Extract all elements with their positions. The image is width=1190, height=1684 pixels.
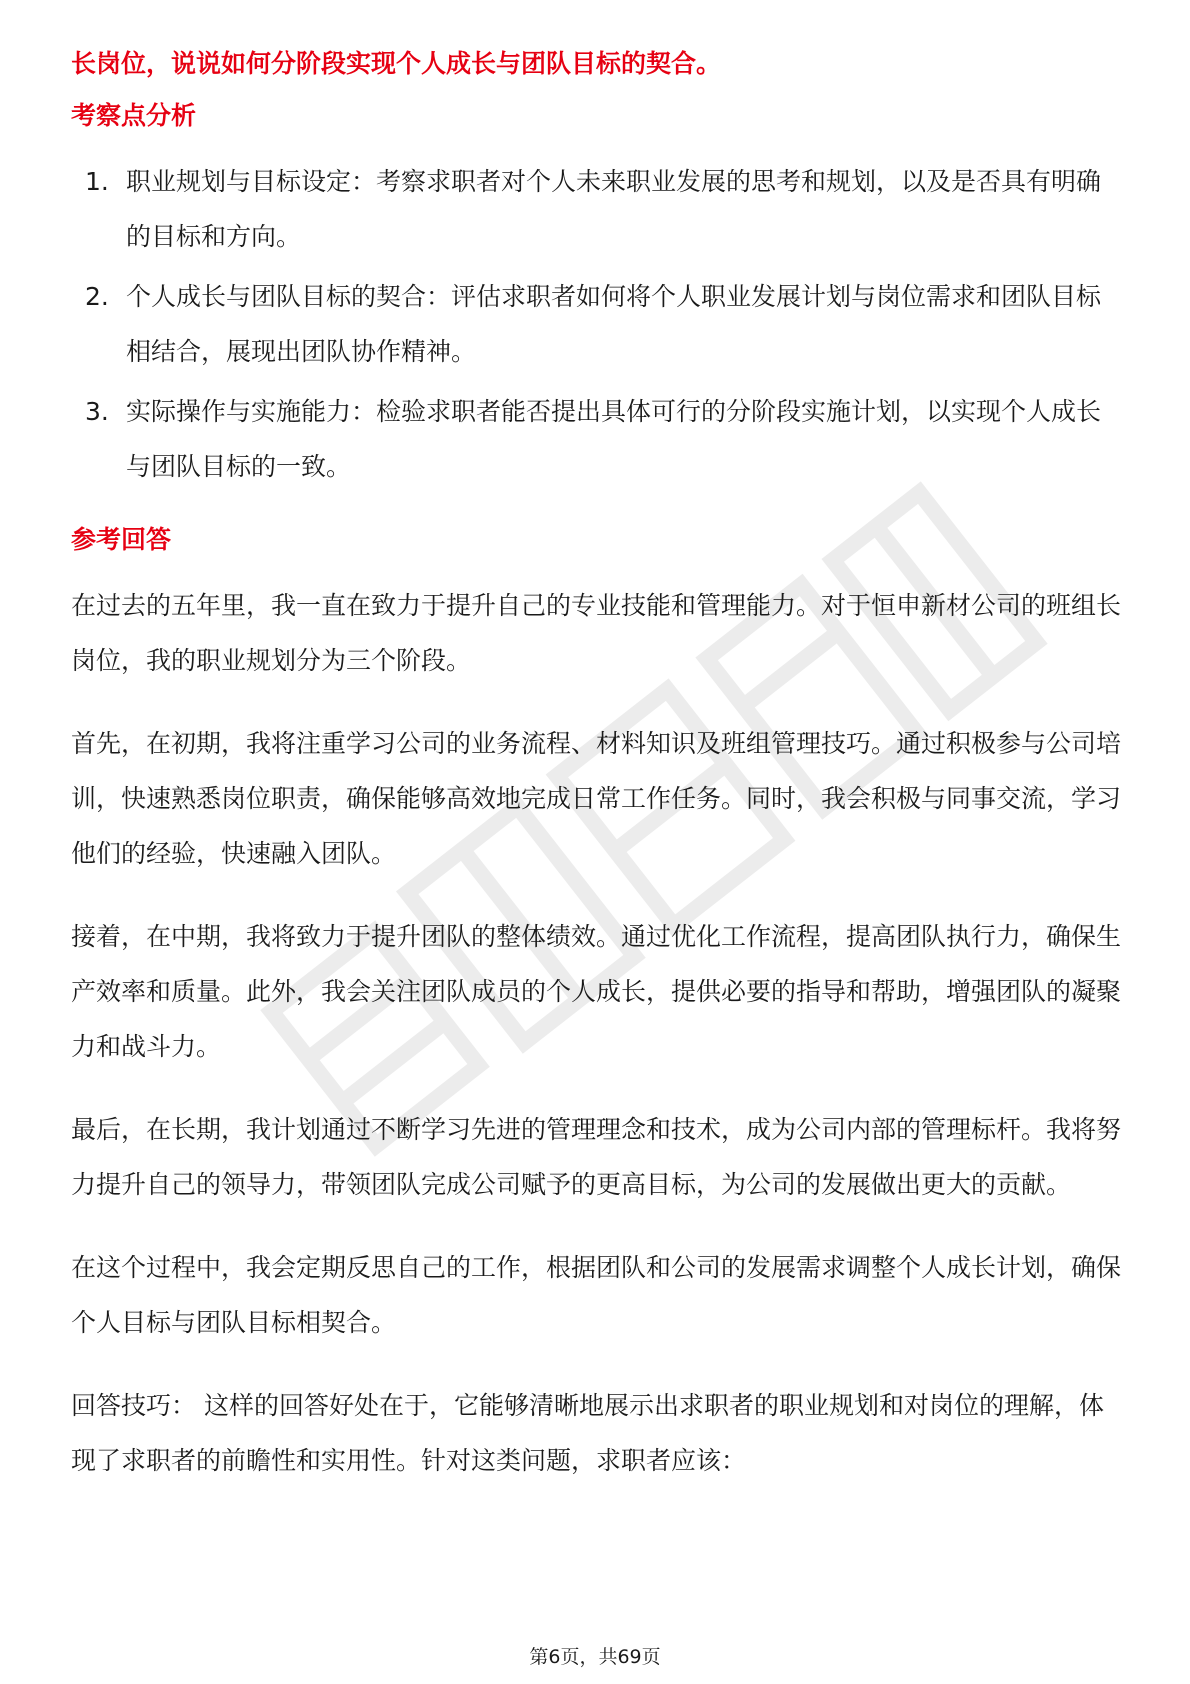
list-item [71, 269, 1121, 379]
list-item-number: 2. [85, 282, 109, 311]
list-item-text: 个人成长与团队目标的契合：评估求职者如何将个人职业发展计划与岗位需求和团队目标相结合，展现出团队协作精神。 [126, 282, 1102, 366]
analysis-list [71, 154, 1121, 494]
answer-heading: 参考回答 [71, 525, 172, 554]
answer-paragraph: 接着，在中期，我将致力于提升团队的整体绩效。通过优化工作流程，提高团队执行力，确保生产效率和质量。此外，我会关注团队成员的个人成长，提供必要的指导和帮助，增强团队的凝聚力和战斗力。 [71, 922, 1122, 1061]
tips-paragraph: 回答技巧： 这样的回答好处在于，它能够清晰地展示出求职者的职业规划和对岗位的理解，体现了求职者的前瞻性和实用性。针对这类问题，求职者应该： [71, 1391, 1104, 1475]
document-content [71, 46, 1121, 1516]
analysis-heading: 考察点分析 [71, 101, 197, 130]
page-number: 第6页，共69页 [529, 1646, 661, 1668]
answer-paragraph: 首先，在初期，我将注重学习公司的业务流程、材料知识及班组管理技巧。通过积极参与公司培训，快速熟悉岗位职责，确保能够高效地完成日常工作任务。同时，我会积极与同事交流，学习他们的经验，快速融入团队。 [71, 729, 1122, 868]
answer-paragraph: 在这个过程中，我会定期反思自己的工作，根据团队和公司的发展需求调整个人成长计划，确保个人目标与团队目标相契合。 [71, 1253, 1122, 1337]
answer-paragraph: 最后，在长期，我计划通过不断学习先进的管理理念和技术，成为公司内部的管理标杆。我将努力提升自己的领导力，带领团队完成公司赋予的更高目标，为公司的发展做出更大的贡献。 [71, 1115, 1122, 1199]
list-item-text: 实际操作与实施能力：检验求职者能否提出具体可行的分阶段实施计划，以实现个人成长与团队目标的一致。 [126, 397, 1102, 481]
list-item-number: 1. [85, 167, 109, 196]
list-item [71, 154, 1121, 264]
answer-paragraph: 在过去的五年里，我一直在致力于提升自己的专业技能和管理能力。对于恒申新材公司的班组长岗位，我的职业规划分为三个阶段。 [71, 591, 1122, 675]
list-item-text: 职业规划与目标设定：考察求职者对个人未来职业发展的思考和规划，以及是否具有明确的目标和方向。 [126, 167, 1102, 251]
list-item-number: 3. [85, 397, 109, 426]
question-heading: 长岗位，说说如何分阶段实现个人成长与团队目标的契合。 [71, 49, 722, 78]
list-item [71, 384, 1121, 494]
